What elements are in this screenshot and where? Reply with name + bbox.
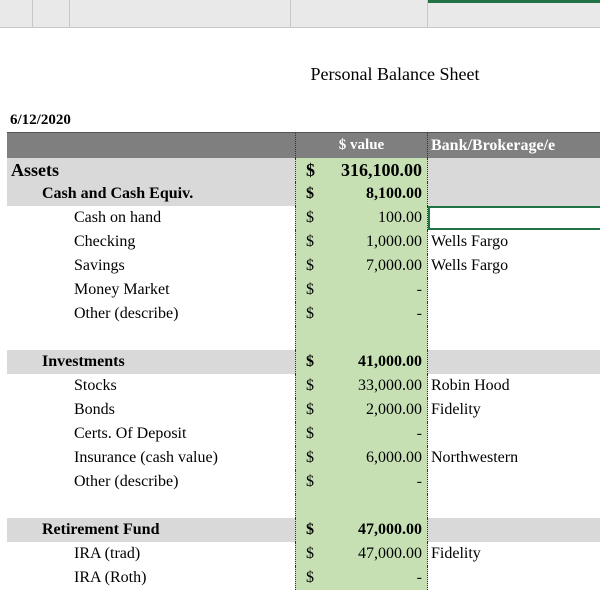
assets-total-value: 316,100.00	[341, 160, 422, 180]
line-item-value: 47,000.00	[358, 545, 422, 562]
spacer-row	[7, 494, 600, 518]
section-total-cell[interactable]	[295, 518, 428, 542]
currency-symbol: $	[306, 425, 314, 442]
line-item-row	[7, 446, 600, 470]
section-total-cell[interactable]	[295, 350, 428, 374]
line-item-row	[7, 542, 600, 566]
spreadsheet-toolbar	[0, 0, 600, 28]
line-item-label: Savings	[74, 257, 125, 274]
bank-name-cell[interactable]: Wells Fargo	[431, 233, 509, 250]
currency-symbol: $	[306, 545, 314, 562]
currency-symbol: $	[306, 160, 315, 180]
sheet-date: 6/12/2020	[10, 112, 71, 128]
line-item-row	[7, 278, 600, 302]
column-header-cell[interactable]	[291, 0, 428, 27]
currency-symbol: $	[306, 521, 314, 538]
line-item-row	[7, 398, 600, 422]
currency-symbol: $	[306, 233, 314, 250]
currency-symbol: $	[306, 401, 314, 418]
line-item-value: 2,000.00	[366, 401, 422, 418]
spacer-row	[7, 326, 600, 350]
value-column-header[interactable]: $ value	[295, 133, 428, 158]
selected-column-indicator	[428, 0, 600, 3]
section-header-row	[7, 182, 600, 206]
line-item-value: 33,000.00	[358, 377, 422, 394]
bank-name-cell[interactable]: Fidelity	[431, 545, 481, 562]
assets-total-row	[7, 158, 600, 182]
line-item-row	[7, 566, 600, 590]
empty-value-cell[interactable]	[295, 326, 428, 350]
line-item-row	[7, 470, 600, 494]
line-item-value: 100.00	[378, 209, 422, 226]
bank-name-cell[interactable]: Northwestern	[431, 449, 519, 466]
bank-name-cell[interactable]: Fidelity	[431, 401, 481, 418]
line-item-value-cell[interactable]	[295, 254, 428, 278]
sheet-title: Personal Balance Sheet	[310, 64, 480, 84]
column-header-cell[interactable]	[70, 0, 291, 27]
line-item-row	[7, 206, 600, 230]
currency-symbol: $	[306, 281, 314, 298]
currency-symbol: $	[306, 449, 314, 466]
line-item-row	[7, 374, 600, 398]
line-item-value-cell[interactable]	[295, 206, 428, 230]
line-item-value: -	[416, 425, 422, 442]
currency-symbol: $	[306, 353, 314, 370]
assets-label: Assets	[11, 160, 59, 180]
currency-symbol: $	[306, 257, 314, 274]
balance-sheet-grid	[7, 132, 600, 590]
line-item-value-cell[interactable]	[295, 470, 428, 494]
line-item-value-cell[interactable]	[295, 446, 428, 470]
currency-symbol: $	[306, 377, 314, 394]
line-item-row	[7, 302, 600, 326]
header-row	[7, 132, 600, 158]
section-total-value: 8,100.00	[366, 185, 422, 202]
line-item-value-cell[interactable]	[295, 422, 428, 446]
line-item-label: Cash on hand	[74, 209, 162, 226]
line-item-label: Money Market	[74, 281, 170, 298]
section-total-value: 41,000.00	[358, 353, 422, 370]
assets-total-cell[interactable]	[295, 158, 428, 182]
column-header-cell[interactable]	[0, 0, 33, 27]
empty-value-cell[interactable]	[295, 494, 428, 518]
line-item-value: -	[416, 473, 422, 490]
line-item-value-cell[interactable]	[295, 398, 428, 422]
line-item-value-cell[interactable]	[295, 566, 428, 590]
bank-name-cell[interactable]: Robin Hood	[431, 377, 510, 394]
line-item-label: Other (describe)	[74, 473, 179, 490]
section-label: Investments	[42, 353, 125, 370]
currency-symbol: $	[306, 473, 314, 490]
line-item-value-cell[interactable]	[295, 302, 428, 326]
line-item-value-cell[interactable]	[295, 230, 428, 254]
section-label: Retirement Fund	[42, 521, 160, 538]
section-header-row	[7, 518, 600, 542]
line-item-label: IRA (Roth)	[74, 569, 147, 586]
line-item-value: -	[416, 569, 422, 586]
line-item-value: -	[416, 305, 422, 322]
line-item-value-cell[interactable]	[295, 278, 428, 302]
line-item-value-cell[interactable]	[295, 374, 428, 398]
selected-cell[interactable]	[428, 206, 600, 230]
line-item-label: Certs. Of Deposit	[74, 425, 187, 442]
line-item-value: -	[416, 281, 422, 298]
line-item-label: Bonds	[74, 401, 115, 418]
section-label: Cash and Cash Equiv.	[42, 185, 194, 202]
currency-symbol: $	[306, 569, 314, 586]
currency-symbol: $	[306, 185, 314, 202]
line-item-value: 6,000.00	[366, 449, 422, 466]
line-item-label: Checking	[74, 233, 136, 250]
line-item-label: IRA (trad)	[74, 545, 141, 562]
currency-symbol: $	[306, 209, 314, 226]
line-item-label: Insurance (cash value)	[74, 449, 218, 466]
line-item-row	[7, 422, 600, 446]
line-item-value-cell[interactable]	[295, 542, 428, 566]
line-item-label: Other (describe)	[74, 305, 179, 322]
section-header-row	[7, 350, 600, 374]
column-header-cell[interactable]	[33, 0, 70, 27]
section-total-value: 47,000.00	[358, 521, 422, 538]
section-total-cell[interactable]	[295, 182, 428, 206]
bank-column-header[interactable]: Bank/Brokerage/e	[431, 137, 556, 154]
bank-name-cell[interactable]: Wells Fargo	[431, 257, 509, 274]
currency-symbol: $	[306, 305, 314, 322]
line-item-row	[7, 254, 600, 278]
line-item-value: 1,000.00	[366, 233, 422, 250]
line-item-label: Stocks	[74, 377, 117, 394]
line-item-row	[7, 230, 600, 254]
line-item-value: 7,000.00	[366, 257, 422, 274]
